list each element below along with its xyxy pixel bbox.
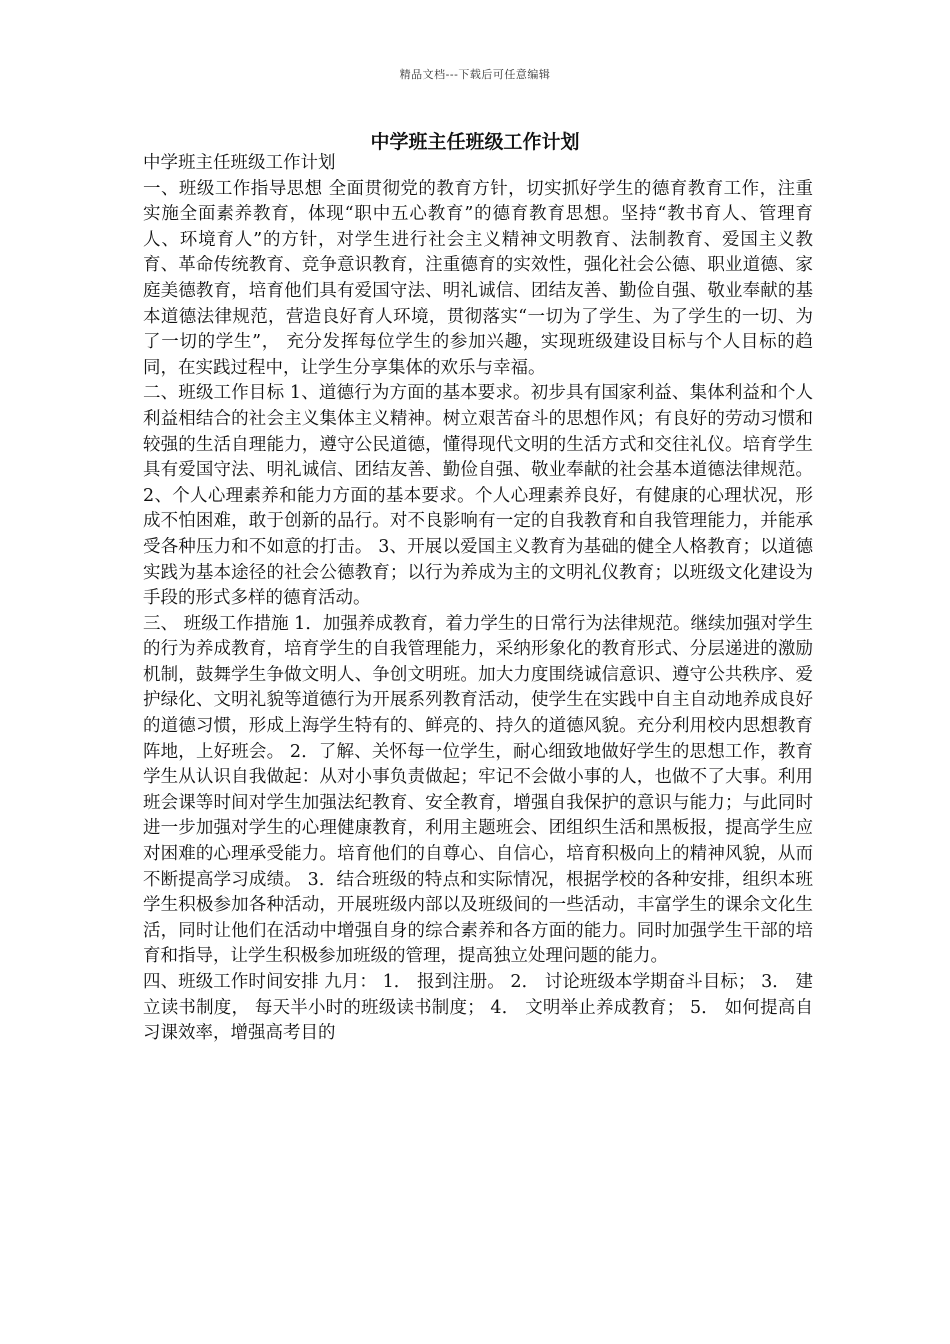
page-header-note: 精品文档---下载后可任意编辑 — [399, 68, 551, 81]
document-body — [143, 151, 813, 1047]
paragraph-work-goals: 二、班级工作目标 1、道德行为方面的基本要求。初步具有国家利益、集体利益和个人利益相结合的社会主义集体主义精神。树立艰苦奋斗的思想作风；有良好的劳动习惯和较强的生活自理能力，遵守公民道德，懂得现代文明的生活方式和交往礼仪。培育学生具有爱国守法、明礼诚信、团结友善、勤俭自强、敬业奉献的社会基本道德法律规范。 2、个人心理素养和能力方面的基本要求。个人心理素养良好，有健康的心理状况，形成不怕困难，敢于创新的品行。对不良影响有一定的自我教育和自我管理能力，并能承受各种压力和不如意的打击。 3、开展以爱国主义教育为基础的健全人格教育；以道德实践为基本途径的社会公德教育；以行为养成为主的文明礼仪教育；以班级文化建设为手段的形式多样的德育活动。 — [143, 383, 813, 609]
paragraph-work-measures: 三、 班级工作措施 1．加强养成教育，着力学生的日常行为法律规范。继续加强对学生的行为养成教育，培育学生的自我管理能力，采纳形象化的教育形式、分层递进的激励机制，鼓舞学生争做文明人、争创文明班。加大力度围绕诚信意识、遵守公共秩序、爱护绿化、文明礼貌等道德行为开展系列教育活动，使学生在实践中自主自动地养成良好的道德习惯，形成上海学生特有的、鲜亮的、持久的道德风貌。充分利用校内思想教育阵地，上好班会。 2．了解、关怀每一位学生，耐心细致地做好学生的思想工作，教育学生从认识自我做起：从对小事负责做起；牢记不会做小事的人，也做不了大事。利用班会课等时间对学生加强法纪教育、安全教育，增强自我保护的意识与能力；与此同时进一步加强对学生的心理健康教育，利用主题班会、团组织生活和黑板报，提高学生应对困难的心理承受能力。培育他们的自尊心、自信心，培育积极向上的精神风貌，从而不断提高学习成绩。 3．结合班级的特点和实际情况，根据学校的各种安排，组织本班学生积极参加各种活动，开展班级内部以及班级间的一些活动，丰富学生的课余文化生活，同时让他们在活动中增强自身的综合素养和各方面的能力。同时加强学生干部的培育和指导，让学生积极参加班级的管理，提高独立处理问题的能力。 — [143, 613, 813, 967]
paragraph-schedule: 四、班级工作时间安排 九月： 1． 报到注册。 2． 讨论班级本学期奋斗目标； 3． 建立读书制度， 每天半小时的班级读书制度； 4． 文明举止养成教育； 5． 如何提高自习课效率，增强高考目的 — [143, 972, 813, 1044]
document-subtitle: 中学班主任班级工作计划 — [143, 153, 336, 173]
document-title: 中学班主任班级工作计划 — [370, 131, 580, 153]
paragraph-guiding-ideology: 一、班级工作指导思想 全面贯彻党的教育方针，切实抓好学生的德育教育工作，注重实施全面素养教育，体现“职中五心教育”的德育教育思想。坚持“教书育人、管理育人、环境育人”的方针，对学生进行社会主义精神文明教育、法制教育、爱国主义教育、革命传统教育、竞争意识教育，注重德育的实效性，强化社会公德、职业道德、家庭美德教育，培育他们具有爱国守法、明礼诚信、团结友善、勤俭自强、敬业奉献的基本道德法律规范，营造良好育人环境，贯彻落实“一切为了学生、为了学生的一切、为了一切的学生”， 充分发挥每位学生的参加兴趣，实现班级建设目标与个人目标的趋同，在实践过程中，让学生分享集体的欢乐与幸福。 — [143, 178, 813, 378]
